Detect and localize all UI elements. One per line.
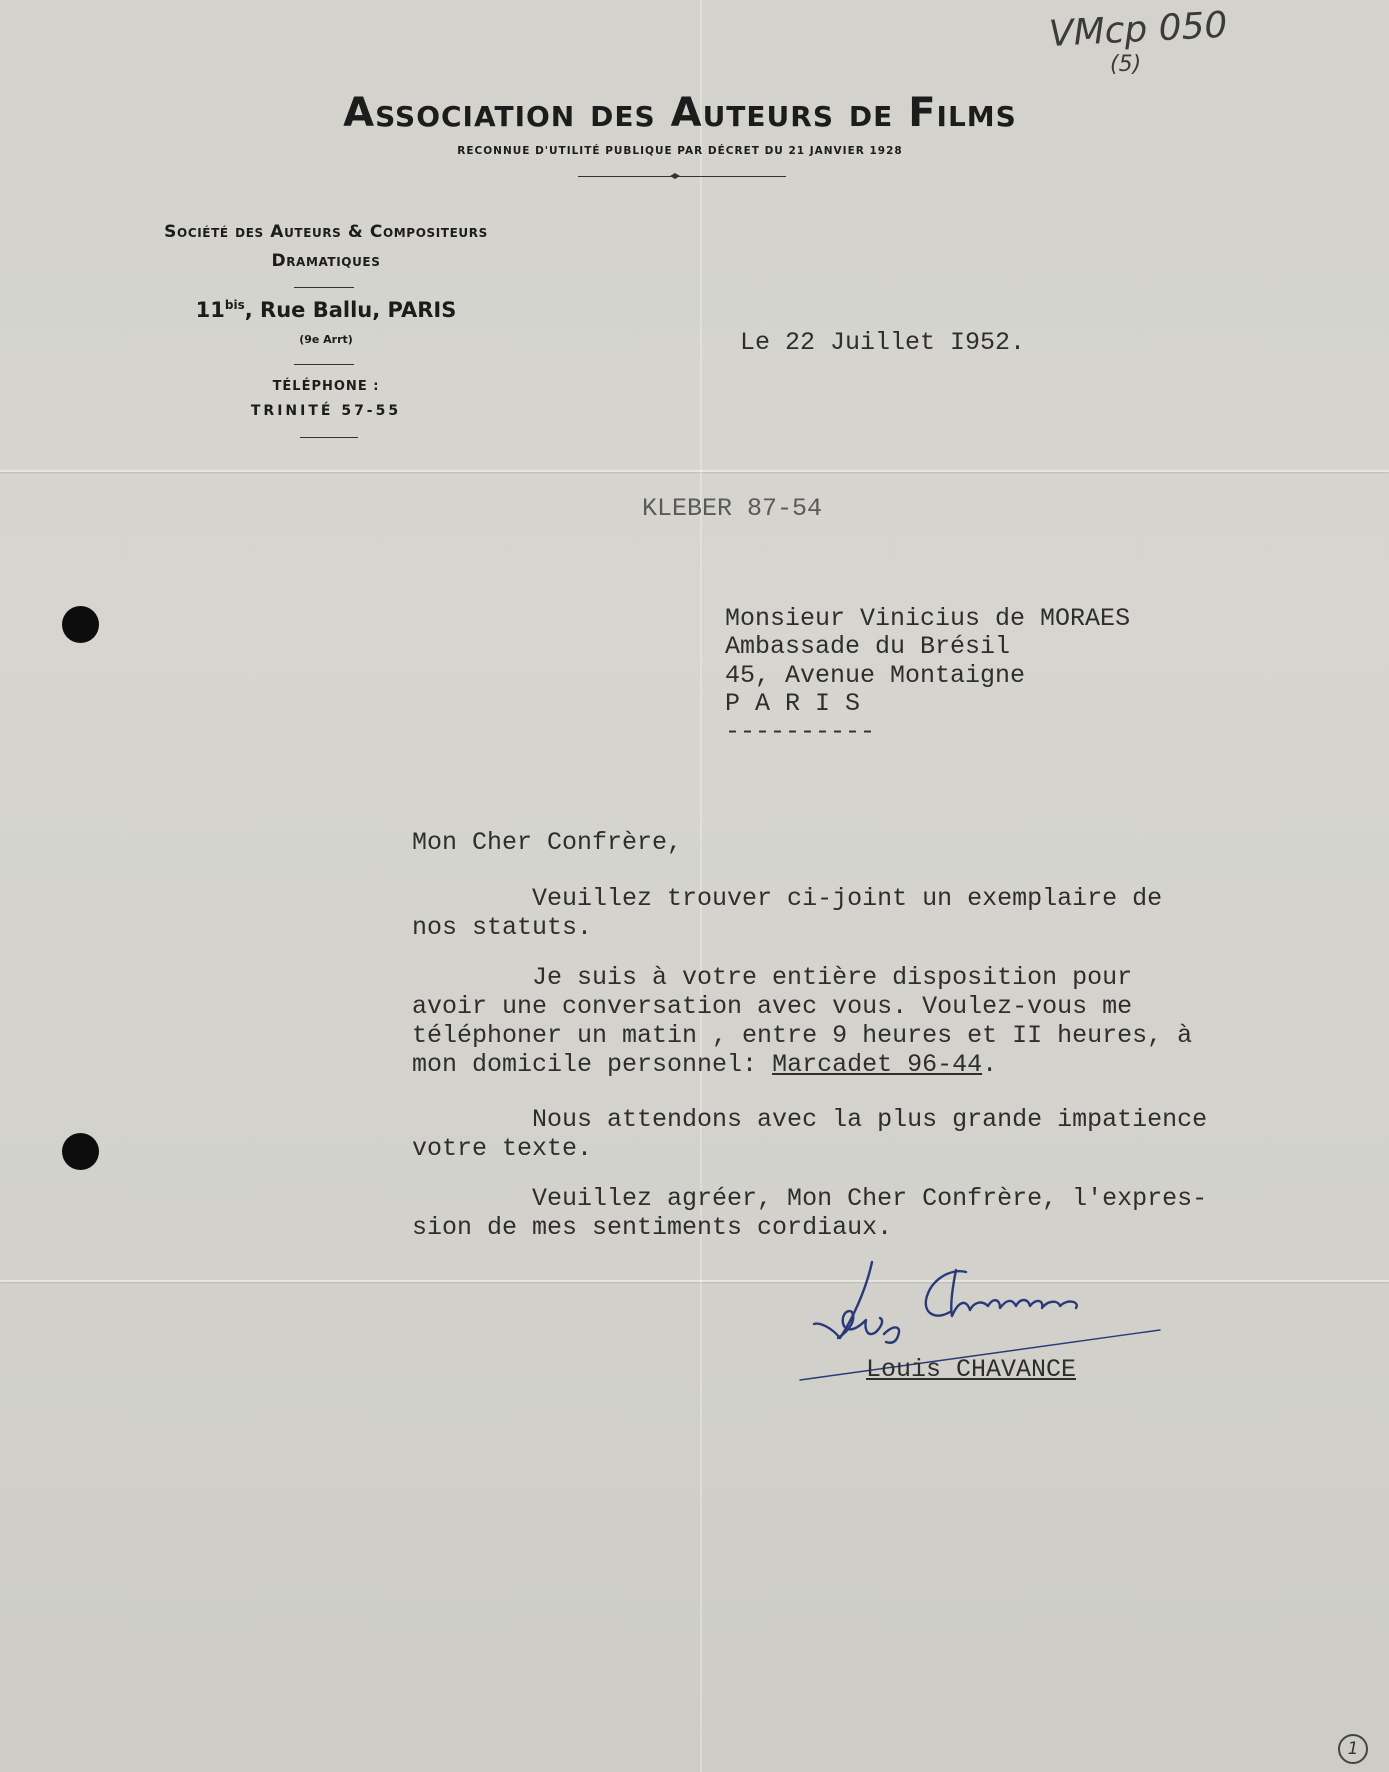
body-line: Veuillez agréer, Mon Cher Confrère, l'expres-: [412, 1184, 1208, 1213]
body-line: Veuillez trouver ci-joint un exemplaire de: [412, 884, 1163, 913]
punch-hole-lower: [62, 1133, 99, 1170]
organization-subtitle: RECONNUE D'UTILITÉ PUBLIQUE PAR DÉCRET DU 21 JANVIER 1928: [457, 145, 903, 157]
body-line: [412, 1050, 997, 1079]
page-number: 1: [1338, 1734, 1368, 1764]
letter-date: Le 22 Juillet I952.: [740, 328, 1026, 357]
society-block: [56, 218, 596, 276]
letterhead-ornament-diamond: [670, 173, 680, 179]
archive-reference-sub: (5): [1110, 52, 1142, 77]
recipient-dashes: ----------: [725, 717, 876, 746]
paper-fold-lower: [0, 1280, 1389, 1282]
body-line: votre texte.: [412, 1134, 593, 1163]
home-telephone: Marcadet 96-44: [772, 1050, 983, 1079]
body-text: mon domicile personnel:: [412, 1050, 773, 1079]
recipient-city: P A R I S: [725, 689, 861, 718]
society-line-2: Dramatiques: [271, 251, 381, 271]
telephone-divider: [300, 437, 358, 438]
body-line: sion de mes sentiments cordiaux.: [412, 1213, 893, 1242]
body-line: Nous attendons avec la plus grande impatience: [412, 1105, 1208, 1134]
society-divider: [294, 287, 354, 288]
body-period: .: [982, 1050, 998, 1079]
organization-name: Association des Auteurs de Films: [343, 90, 1017, 136]
recipient-name: Monsieur Vinicius de MORAES: [725, 604, 1131, 633]
recipient-institution: Ambassade du Brésil: [725, 632, 1011, 661]
punch-hole-upper: [62, 606, 99, 643]
signer-name: Louis CHAVANCE: [866, 1355, 1077, 1384]
address-suffix: bis: [224, 298, 245, 312]
archive-reference: VMcp 050: [1048, 4, 1229, 55]
body-line: avoir une conversation avec vous. Voulez-vous me: [412, 992, 1133, 1021]
society-line-1: Société des Auteurs & Compositeurs: [164, 222, 488, 242]
salutation: Mon Cher Confrère,: [412, 828, 683, 857]
recipient-street: 45, Avenue Montaigne: [725, 661, 1026, 690]
letterhead-address: [56, 298, 596, 322]
paper-fold-upper: [0, 470, 1389, 472]
body-line: téléphoner un matin , entre 9 heures et II heures, à: [412, 1021, 1193, 1050]
letterhead-ornament-line: [578, 176, 786, 177]
address-divider: [294, 364, 354, 365]
telephone-number: TRINITÉ 57-55: [250, 403, 402, 419]
body-line: nos statuts.: [412, 913, 593, 942]
telephone-label: TÉLÉPHONE :: [272, 379, 380, 394]
address-street: , Rue Ballu, PARIS: [244, 298, 457, 322]
reference-telephone: KLEBER 87-54: [642, 494, 823, 523]
address-number: 11: [195, 298, 225, 322]
body-line: Je suis à votre entière disposition pour: [412, 963, 1133, 992]
arrondissement: (9e Arrt): [299, 333, 353, 346]
